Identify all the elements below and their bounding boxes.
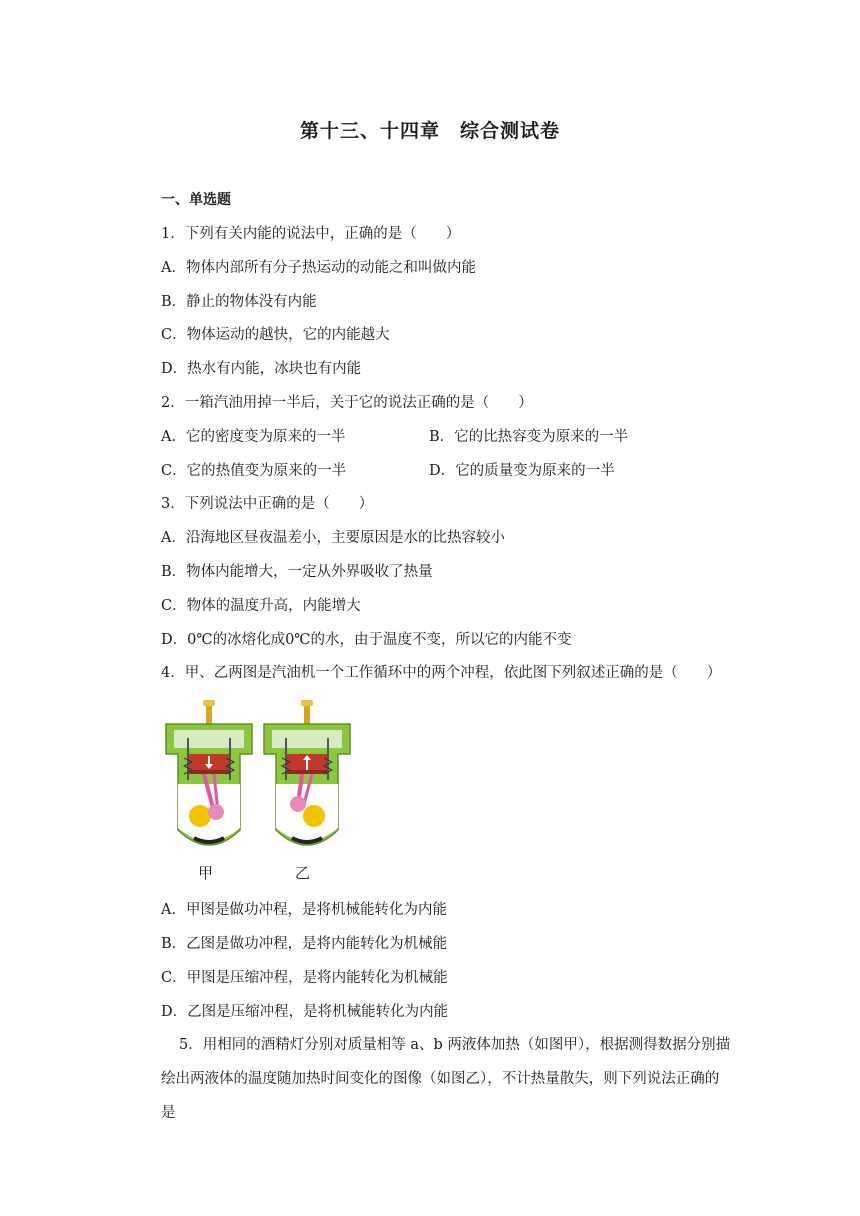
question-4-option-a: A．甲图是做功冲程，是将机械能转化为内能: [161, 902, 447, 918]
question-3-option-d: D．0℃的冰熔化成0℃的水，由于温度不变，所以它的内能不变: [161, 632, 572, 648]
question-5-stem: 5．用相同的酒精灯分别对质量相等 a、b 两液体加热（如图甲），根据测得数据分别描绘出两液体的温度随加热时间变化的图像（如图乙），不计热量散失，则下列说法正确的是: [161, 1037, 731, 1121]
question-3-option-b: B．物体内能增大，一定从外界吸收了热量: [161, 564, 433, 580]
question-2-option-d: D．它的质量变为原来的一半: [429, 463, 615, 479]
question-4-option-b: B．乙图是做功冲程，是将内能转化为机械能: [161, 936, 448, 952]
question-4-stem: 4．甲、乙两图是汽油机一个工作循环中的两个冲程，依此图下列叙述正确的是（ ）: [161, 665, 722, 681]
question-1-option-b: B．静止的物体没有内能: [161, 294, 317, 310]
question-2-option-c: C．它的热值变为原来的一半: [161, 463, 347, 479]
question-3-option-a: A．沿海地区昼夜温差小，主要原因是水的比热容较小: [161, 530, 505, 546]
engine-jia-diagram: [166, 700, 252, 845]
question-2-option-a: A．它的密度变为原来的一半: [161, 429, 346, 445]
figure-label-jia: 甲: [198, 864, 214, 882]
question-2-option-b: B．它的比热容变为原来的一半: [429, 429, 629, 445]
question-3-option-c: C．物体的温度升高，内能增大: [161, 598, 361, 614]
question-4-option-d: D．乙图是压缩冲程，是将机械能转化为内能: [161, 1004, 449, 1020]
section-heading: 一、单选题: [161, 192, 231, 208]
engine-diagrams: [158, 700, 358, 860]
figure-label-yi: 乙: [295, 864, 311, 882]
question-2-stem: 2．一箱汽油用掉一半后，关于它的说法正确的是（ ）: [161, 395, 533, 411]
engine-stroke-figure: [158, 700, 358, 885]
question-1-option-a: A．物体内部所有分子热运动的动能之和叫做内能: [161, 260, 476, 276]
question-3-stem: 3．下列说法中正确的是（ ）: [161, 496, 374, 512]
question-1-option-c: C．物体运动的越快，它的内能越大: [161, 327, 390, 343]
question-1-stem: 1．下列有关内能的说法中，正确的是（ ）: [161, 226, 461, 242]
engine-yi-diagram: [264, 700, 350, 845]
question-1-option-d: D．热水有内能，冰块也有内能: [161, 361, 362, 377]
question-4-option-c: C．甲图是压缩冲程，是将内能转化为机械能: [161, 970, 448, 986]
page-title: 第十三、十四章 综合测试卷: [299, 120, 560, 142]
